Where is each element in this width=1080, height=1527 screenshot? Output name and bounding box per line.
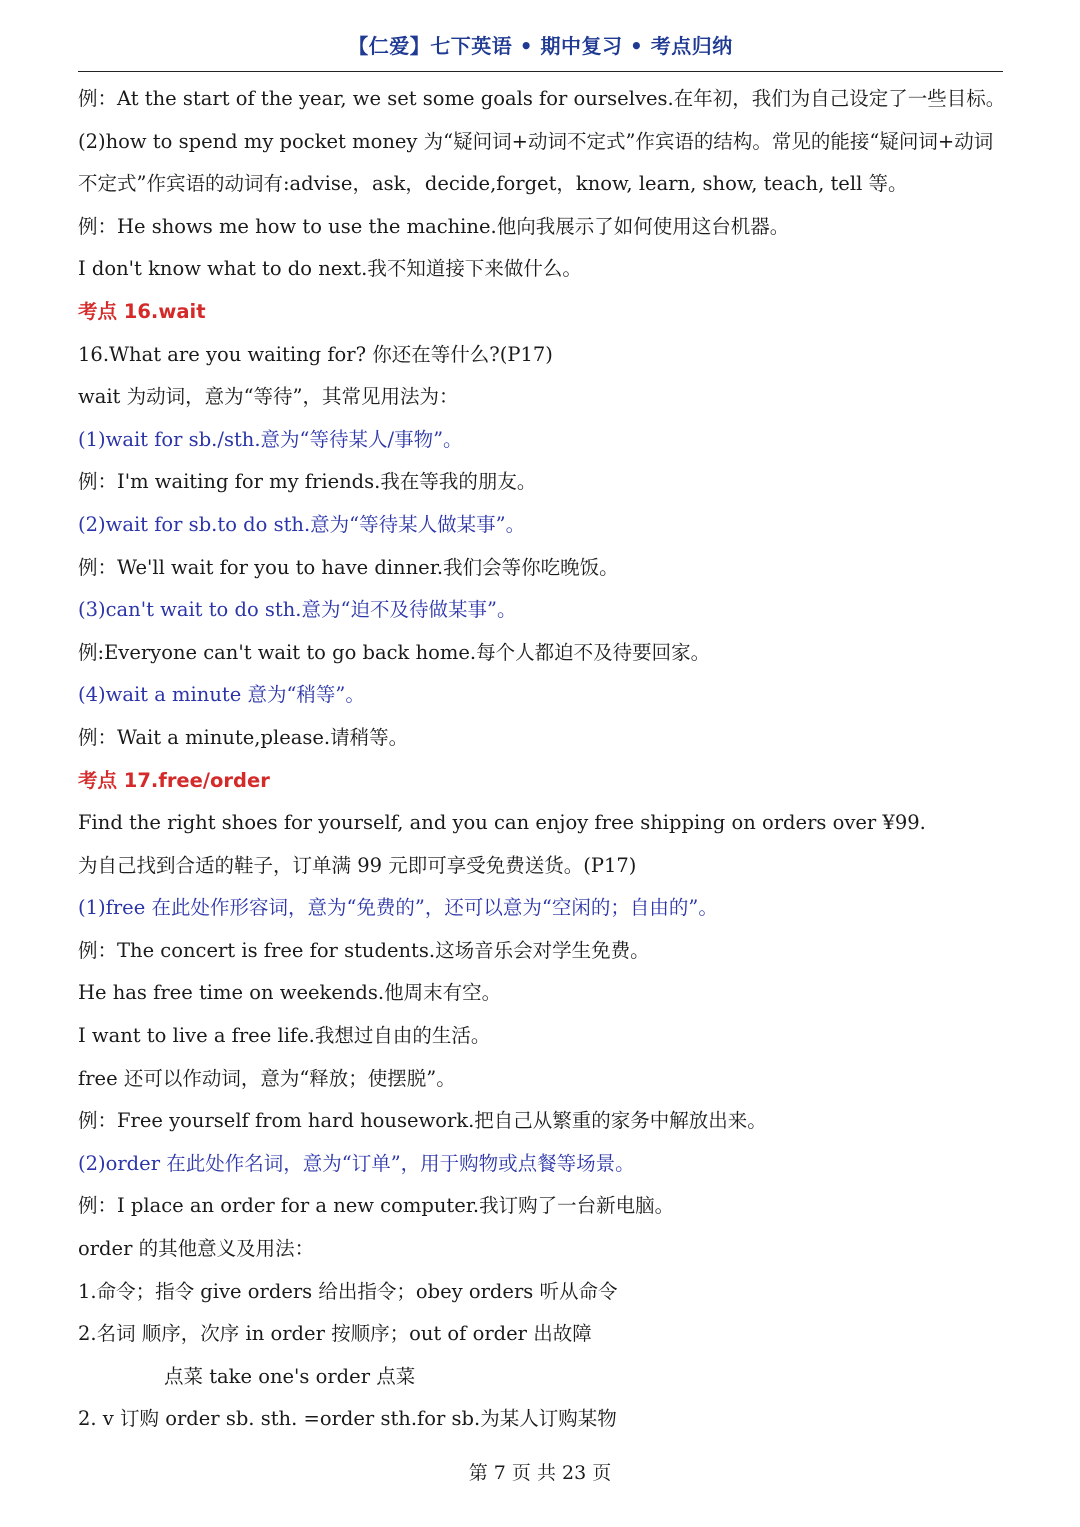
example-line: 例：The concert is free for students.这场音乐会对学生免费。: [78, 938, 650, 962]
page-number: 第 7 页 共 23 页: [468, 1462, 612, 1484]
usage-point: (3)can't wait to do sth.意为“迫不及待做某事”。: [78, 598, 517, 622]
example-line: 例:Everyone can't wait to go back home.每个人都迫不及待要回家。: [78, 640, 711, 664]
section-heading-wait: 考点 16.wait: [78, 299, 206, 323]
section-heading-free-order: 考点 17.free/order: [78, 768, 270, 792]
usage-point: (2)order 在此处作名词，意为“订单”，用于购物或点餐等场景。: [78, 1151, 635, 1175]
page-header-title: 【仁爱】七下英语 • 期中复习 • 考点归纳: [348, 34, 733, 58]
usage-point: (1)free 在此处作形容词，意为“免费的”，还可以意为“空闲的；自由的”。: [78, 896, 718, 920]
usage-intro: wait 为动词，意为“等待”，其常见用法为：: [78, 385, 459, 409]
source-sentence: 16.What are you waiting for? 你还在等什么?(P17): [78, 342, 553, 366]
example-line: 例：Free yourself from hard housework.把自己从繁重的家务中解放出来。: [78, 1109, 767, 1133]
example-line: 例：I place an order for a new computer.我订购了一台新电脑。: [78, 1194, 675, 1218]
usage-explanation-cont: 不定式”作宾语的动词有:advise，ask，decide,forget，know, learn, show, teach, tell 等。: [78, 172, 908, 196]
usage-point: (1)wait for sb./sth.意为“等待某人/事物”。: [78, 427, 463, 451]
example-line: I want to live a free life.我想过自由的生活。: [78, 1024, 491, 1048]
example-line: He has free time on weekends.他周末有空。: [78, 981, 502, 1005]
usage-explanation: free 还可以作动词，意为“释放；使摆脱”。: [78, 1066, 456, 1090]
usage-point: (4)wait a minute 意为“稍等”。: [78, 683, 365, 707]
document-body: [78, 78, 1008, 1441]
source-translation: 为自己找到合适的鞋子，订单满 99 元即可享受免费送货。(P17): [78, 853, 637, 877]
example-line: 例：I'm waiting for my friends.我在等我的朋友。: [78, 470, 537, 494]
example-line: 例：We'll wait for you to have dinner.我们会等你吃晚饭。: [78, 555, 619, 579]
meaning-item: 2. v 订购 order sb. sth. =order sth.for sb.为某人订购某物: [78, 1407, 617, 1431]
example-line: 例：At the start of the year, we set some goals for ourselves.在年初，我们为自己设定了一些目标。: [78, 87, 1006, 110]
example-line: I don't know what to do next.我不知道接下来做什么。: [78, 257, 582, 281]
usage-point: (2)wait for sb.to do sth.意为“等待某人做某事”。: [78, 512, 526, 536]
source-sentence: Find the right shoes for yourself, and you can enjoy free shipping on orders over ¥99.: [78, 811, 926, 835]
meaning-item: 1.命令；指令 give orders 给出指令；obey orders 听从命令: [78, 1279, 618, 1303]
example-line: 例：He shows me how to use the machine.他向我展示了如何使用这台机器。: [78, 214, 790, 238]
meaning-item-cont: 点菜 take one's order 点菜: [164, 1364, 416, 1388]
usage-explanation: (2)how to spend my pocket money 为“疑问词+动词不定式”作宾语的结构。常见的能接“疑问词+动词: [78, 129, 994, 153]
example-line: 例：Wait a minute,please.请稍等。: [78, 725, 409, 749]
header-divider: [78, 71, 1003, 72]
usage-intro: order 的其他意义及用法：: [78, 1237, 315, 1261]
meaning-item: 2.名词 顺序，次序 in order 按顺序；out of order 出故障: [78, 1322, 592, 1346]
